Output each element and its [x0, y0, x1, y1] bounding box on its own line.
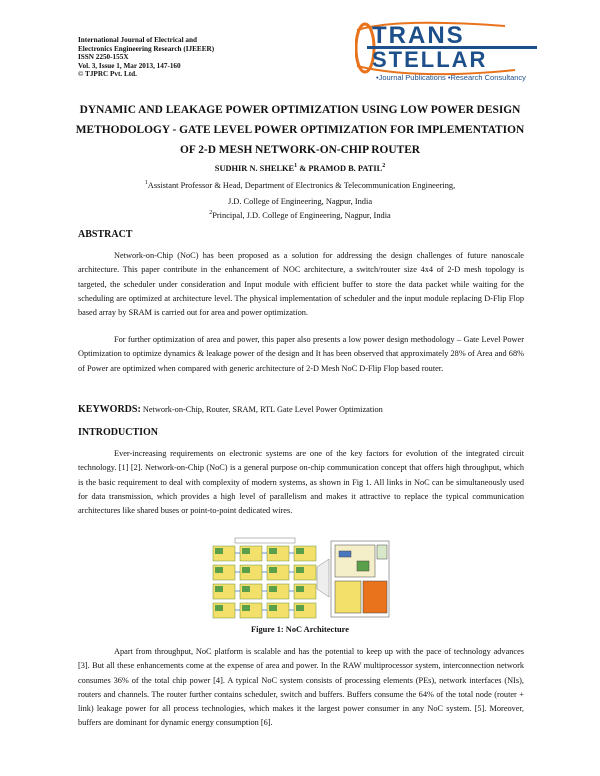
title-line-1: DYNAMIC AND LEAKAGE POWER OPTIMIZATION USING LOW POWER DESIGN — [79, 104, 521, 116]
journal-name-line1: International Journal of Electrical and — [78, 36, 197, 44]
affiliation-2 — [60, 211, 540, 220]
paper-title — [60, 100, 540, 160]
affiliation-2-sup: 2 — [209, 210, 213, 217]
logo-wordmark — [372, 24, 487, 72]
author-separator: & — [297, 164, 309, 173]
logo-word-trans: TRANS — [372, 22, 465, 49]
journal-info — [78, 36, 214, 79]
authors — [60, 164, 540, 173]
abstract-heading: ABSTRACT — [78, 229, 133, 240]
introduction-heading: INTRODUCTION — [78, 427, 159, 438]
author-2: PRAMOD B. PATIL — [308, 164, 383, 173]
affiliation-1-sup: 1 — [144, 180, 148, 187]
title-line-3: OF 2-D MESH NETWORK-ON-CHIP ROUTER — [179, 144, 421, 156]
affiliation-1-city: J.D. College of Engineering, Nagpur, India — [227, 197, 373, 206]
journal-copyright: © TJPRC Pvt. Ltd. — [78, 70, 137, 79]
affiliation-1 — [60, 181, 540, 190]
title-line-2: METHODOLOGY - GATE LEVEL POWER OPTIMIZATION FOR IMPLEMENTATION — [75, 124, 525, 136]
logo-word-stellar: STELLAR — [372, 47, 488, 72]
keywords — [78, 404, 383, 415]
noc-architecture-figure — [207, 537, 393, 621]
abstract-paragraph-2: For further optimization of area and power, this paper also presents a low power design methodology – Gate Level Power Optimization to optimize dynamics & leakage power of the design and It has been observed that approximately 28% of Area and 68% of Power are optimized when compared with generic architecture of 2-D Mesh NoC D-Flip Flop based router. — [78, 335, 524, 373]
keywords-text: Network-on-Chip, Router, SRAM, RTL Gate Level Power Optimization — [140, 405, 383, 414]
introduction-paragraph-2: Apart from throughput, NoC platform is scalable and has the potential to keep up with the pace of technology advances [3]. But all these enhancements come at the expense of area and power. In the RAW multiprocessor system, interconnection network consumes 36% of the total chip power [4]. A typical NoC system consists of processing elements (PEs), network interfaces (NIs), routers and channels. The router further contains scheduler, switch and buffers. Buffers consume the 64% of the total node (router + link) leakage power for all process technologies, which makes it the largest power consumer in any NoC system. [5]. Moreover, buffers are dominant for dynamic energy consumption [6]. — [78, 647, 524, 728]
router-detail — [331, 541, 389, 617]
author-1-sup: 1 — [294, 163, 298, 170]
abstract-paragraph-1: Network-on-Chip (NoC) has been proposed as a solution for addressing the design challenges of future nanoscale architecture. This paper contribute in the enhancement of NOC architecture, a switch/router size 4x4 of 2-D mesh topology is targeted, the scheduler under consideration and Input module with efficient buffer to store the data packet while waiting for the scheduling are optimized at architecture level. The physical implementation of scheduler and the input module replacing D-Flip Flop based array by SRAM is carried out for area and power optimization. — [78, 251, 524, 318]
journal-name-line2: Electronics Engineering Research (IJEEER) — [78, 44, 215, 53]
affiliation-2-text: Principal, J.D. College of Engineering, Nagpur, India — [212, 211, 391, 220]
journal-volume: Vol. 3, Issue 1, Mar 2013, 147-160 — [78, 61, 181, 70]
introduction-paragraph-1: Ever-increasing requirements on electronic systems are one of the key factors for evolution of the integrated circuit technology. [1] [2]. Network-on-Chip (NoC) is a general purpose on-chip communication concept that offers high throughput, which is the basic requirement to deal with complexity of modern systems, as shown in Fig 1. All links in NoC can be simultaneously used for data transmission, which provides a high level of parallelism and makes it attractive to replace the typical communication architectures like shared buses or point-to-point dedicated wires. — [78, 449, 524, 516]
affiliation-1-text: Assistant Professor & Head, Department of Electronics & Telecommunication Engineering, — [147, 181, 456, 190]
logo-tagline: •Journal Publications •Research Consultancy — [376, 73, 526, 82]
journal-issn: ISSN 2250-155X — [78, 53, 129, 62]
figure-caption: Figure 1: NoC Architecture — [251, 625, 349, 634]
author-1: SUDHIR N. SHELKE — [214, 164, 295, 173]
keywords-label: KEYWORDS: — [78, 404, 141, 415]
author-2-sup: 2 — [382, 163, 386, 170]
